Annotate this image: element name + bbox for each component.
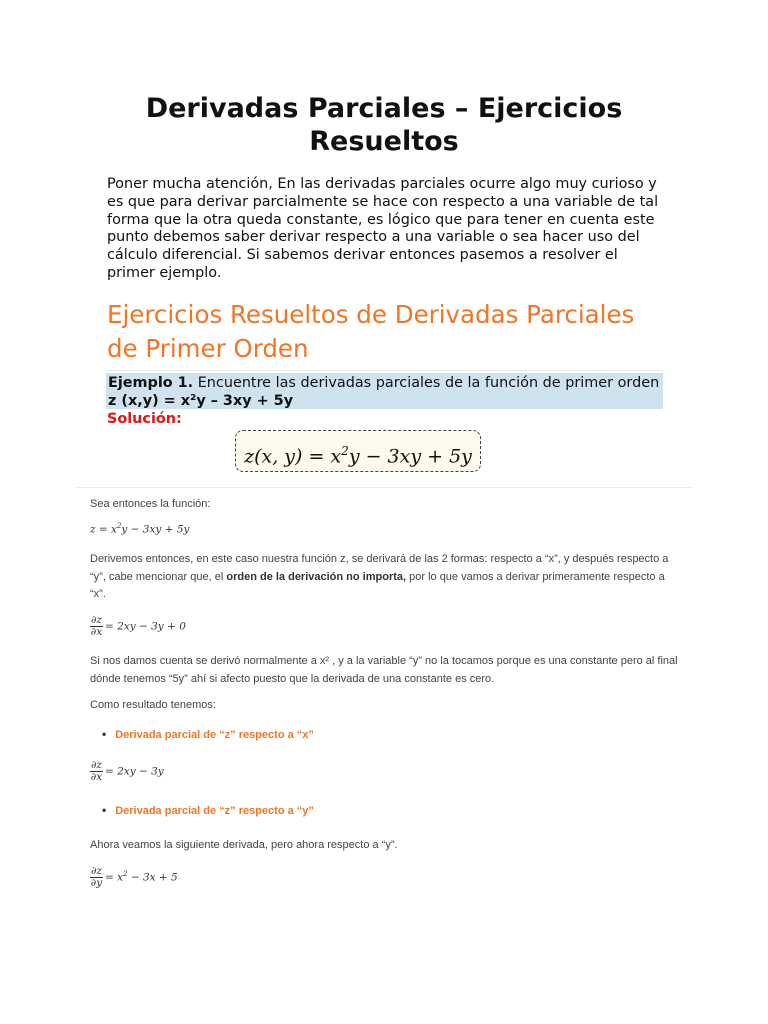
example-box [106, 373, 663, 409]
function-formula [235, 430, 481, 472]
embedded-paragraph-5: Ahora veamos la siguiente derivada, pero ahora respecto a “y”. [90, 839, 398, 851]
equation-1 [90, 522, 189, 536]
example-text: Encuentre las derivadas parciales de la función de primer orden [193, 375, 660, 391]
eq1-b: y − 3xy + 5y [121, 523, 190, 536]
embedded-paragraph-2 [90, 551, 680, 604]
eq4-exp: 2 [123, 870, 128, 878]
p2-a: Derivemos entonces, en este caso nuestra función z, se derivará de las 2 formas: respecto a “x”, y después respecto a “y”, cabe mencionar que, el [90, 553, 669, 583]
example-function: z (x,y) = x²y – 3xy + 5y [108, 392, 294, 409]
embedded-paragraph-4: Como resultado tenemos: [90, 699, 216, 711]
embedded-screenshot [76, 487, 693, 908]
eq4-rhs: = x [104, 871, 124, 884]
eq3-num: ∂z [91, 759, 102, 771]
eq3-rhs: = 2xy − 3y [104, 765, 164, 778]
p2-b: por lo que vamos a derivar primeramente respecto a “x”. [90, 570, 665, 600]
bullet-derivative-x: • Derivada parcial de “z” respecto a “x” [102, 727, 314, 741]
formula-rhs: y − 3xy + 5y [348, 445, 472, 468]
eq2-num: ∂z [91, 614, 102, 626]
eq1-a: z = x [90, 523, 117, 536]
page-title: Derivadas Parciales – Ejercicios Resueltos [145, 93, 623, 157]
formula-lhs: z(x, y) = x [244, 445, 342, 468]
divider [107, 370, 663, 371]
example-label: Ejemplo 1. [108, 375, 194, 391]
bullet-derivative-y: • Derivada parcial de “z” respecto a “y” [102, 803, 314, 817]
section-heading: Ejercicios Resueltos de Derivadas Parciales de Primer Orden [107, 300, 635, 363]
equation-4 [90, 866, 178, 889]
embedded-paragraph-1: Sea entonces la función: [90, 498, 211, 510]
solution-label: Solución: [107, 411, 182, 427]
eq1-exp: 2 [116, 522, 122, 530]
equation-3 [90, 760, 164, 783]
eq4-den: ∂y [90, 877, 103, 889]
p2-bold: orden de la derivación no importa, [226, 570, 407, 583]
embedded-paragraph-3: Si nos damos cuenta se derivó normalmente a x² , y a la variable “y” no la tocamos porque es una constante pero al final dónde tenemos “5y” ahí si afecto puesto que la derivada de una constante es cero. [90, 655, 678, 685]
intro-paragraph: Poner mucha atención, En las derivadas parciales ocurre algo muy curioso y es que para derivar parcialmente se hace con respecto a una variable de tal forma que la otra queda constante, es lógico que para tener en cuenta este punto debemos saber derivar respecto a una variable o sea hacer uso del cálculo diferencial. Si sabemos derivar entonces pasemos a resolver el primer ejemplo. [107, 176, 659, 281]
formula-exponent: 2 [341, 444, 349, 458]
eq3-den: ∂x [90, 771, 103, 783]
eq2-den: ∂x [90, 626, 103, 638]
eq2-rhs: = 2xy − 3y + 0 [104, 620, 186, 633]
equation-2 [90, 615, 186, 638]
eq4-rhs2: − 3x + 5 [127, 871, 178, 884]
eq4-num: ∂z [91, 865, 102, 877]
